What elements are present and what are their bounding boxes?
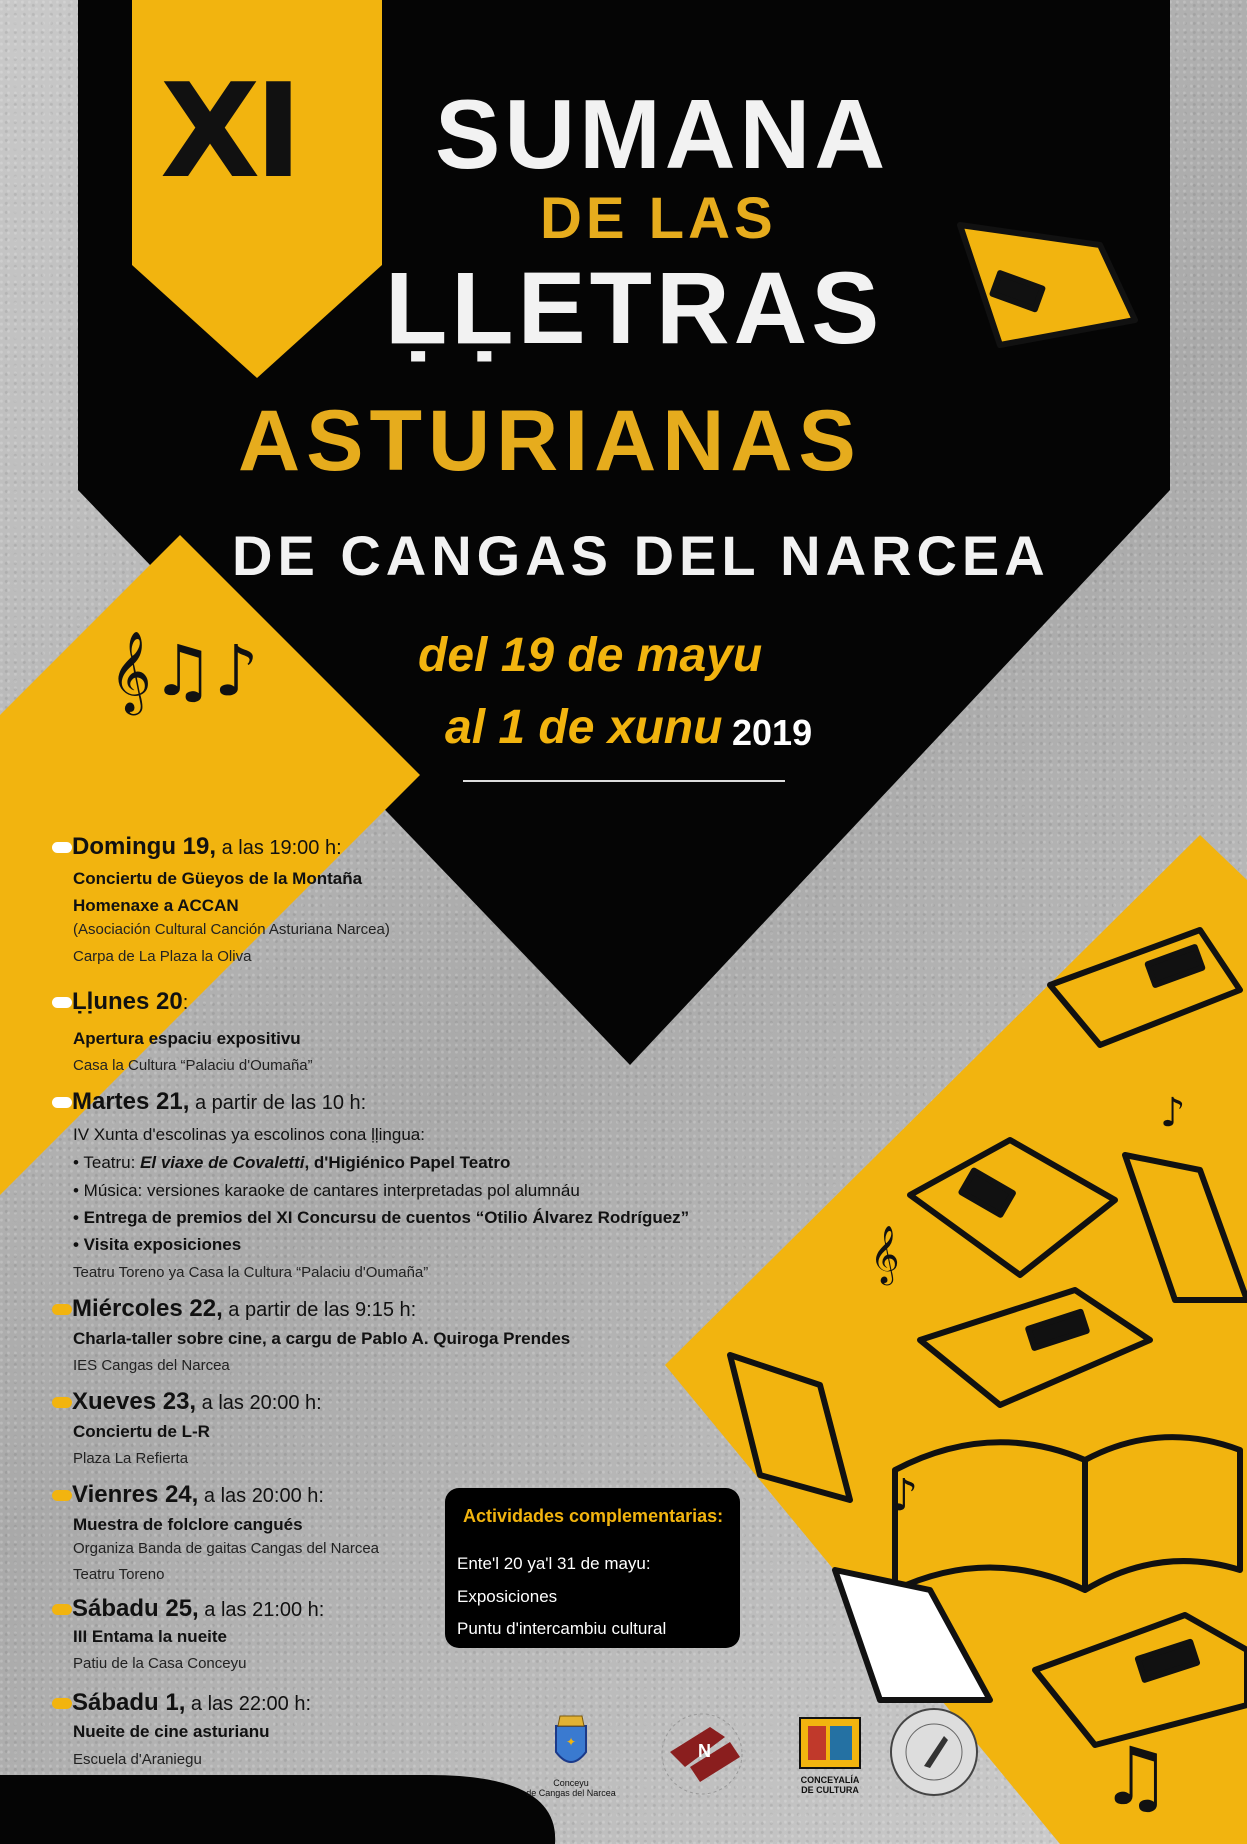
- event-line: III Entama la nueite: [73, 1627, 227, 1646]
- book-icon: [1125, 1155, 1247, 1300]
- title-de-las: DE LAS: [540, 186, 777, 251]
- book-icon: [960, 225, 1135, 345]
- event-time: a partir de las 10 h:: [189, 1092, 367, 1114]
- event-line: • Entrega de premios del XI Concursu de cuentos “Otilio Álvarez Rodríguez”: [73, 1208, 690, 1227]
- event-day-label: Miércoles 22,: [72, 1295, 223, 1322]
- normalizacion-logo: [655, 1712, 750, 1797]
- event-day-label: Vienres 24,: [72, 1481, 199, 1508]
- bullet-marker: [52, 997, 72, 1008]
- event-line: • Visita exposiciones: [73, 1235, 242, 1254]
- conceyu-crest-logo: [546, 1712, 596, 1776]
- event-place: Escuela d'Araniegu: [73, 1751, 202, 1768]
- title-asturianas: ASTURIANAS: [238, 393, 862, 489]
- complementary-title: Actividades complementarias:: [463, 1506, 724, 1526]
- book-icon: [920, 1290, 1150, 1405]
- event-time: a partir de las 9:15 h:: [222, 1299, 417, 1321]
- event-line: Charla-taller sobre cine, a cargu de Pablo A. Quiroga Prendes: [73, 1329, 571, 1348]
- event-place: Teatru Toreno: [73, 1566, 165, 1583]
- title-sumana: SUMANA: [435, 79, 890, 189]
- conceyu-caption: Conceyu de Cangas del Narcea: [526, 1778, 616, 1798]
- complementary-activities-box: [445, 1488, 740, 1648]
- event-day-label: Martes 21,: [72, 1088, 190, 1115]
- bullet-marker: [52, 1304, 72, 1315]
- book-icon: [730, 1355, 850, 1500]
- event-day-label: Domingu 19,: [72, 833, 217, 860]
- event-day-label: Xueves 23,: [72, 1388, 197, 1415]
- date-start: del 19 de mayu: [418, 629, 763, 682]
- open-book-icon: [895, 1437, 1240, 1590]
- event-line: IV Xunta d'escolinas ya escolinos cona ḷḷingua:: [73, 1125, 425, 1144]
- event-place: Carpa de La Plaza la Oliva: [73, 948, 252, 965]
- bullet-marker: [52, 1490, 72, 1501]
- event-time: a las 21:00 h:: [198, 1599, 325, 1621]
- book-icon: [835, 1570, 990, 1700]
- complementary-item: Exposiciones: [457, 1587, 558, 1606]
- event-day-label: Sábadu 1,: [72, 1689, 186, 1716]
- event-place: Casa la Cultura “Palaciu d'Oumaña”: [73, 1057, 313, 1074]
- bullet-marker: [52, 1397, 72, 1408]
- treble-clef-icon: 𝄞: [870, 1225, 900, 1283]
- music-note-icon: ♪: [890, 1470, 919, 1521]
- event-line: Nueite de cine asturianu: [73, 1722, 270, 1741]
- event-note: Organiza Banda de gaitas Cangas del Narcea: [73, 1540, 380, 1557]
- title-lletras: ḶḶETRAS: [385, 251, 884, 365]
- event-note: (Asociación Cultural Canción Asturiana Narcea): [73, 921, 390, 938]
- event-time: a las 20:00 h:: [196, 1392, 322, 1414]
- event-line: Homenaxe a ACCAN: [73, 896, 239, 915]
- complementary-item: Puntu d'intercambiu cultural: [457, 1619, 667, 1638]
- event-line: Conciertu de Güeyos de la Montaña: [73, 869, 363, 888]
- bullet-marker: [52, 1698, 72, 1709]
- edition-ordinal: XI: [160, 55, 297, 207]
- event-line: Conciertu de L-R: [73, 1422, 210, 1441]
- svg-text:✦: ✦: [565, 1735, 577, 1749]
- event-line: Apertura espaciu expositivu: [73, 1029, 301, 1048]
- title-cangas: DE CANGAS DEL NARCEA: [232, 524, 1050, 587]
- bullet-marker: [52, 1604, 72, 1615]
- date-divider: [463, 780, 785, 782]
- music-note-icon: ♫: [1100, 1730, 1172, 1823]
- event-time: a las 19:00 h:: [216, 837, 342, 859]
- bullet-marker: [52, 842, 72, 853]
- complementary-item: Ente'l 20 ya'l 31 de mayu:: [457, 1554, 651, 1573]
- event-place: IES Cangas del Narcea: [73, 1357, 230, 1374]
- event-place: Plaza La Refierta: [73, 1450, 189, 1467]
- event-time: a las 22:00 h:: [185, 1693, 312, 1715]
- event-line: • Teatru: El viaxe de Covaletti, d'Higiénico Papel Teatro: [73, 1153, 511, 1172]
- event-time: a las 20:00 h:: [198, 1485, 324, 1507]
- concejalia-cultura-logo: [790, 1712, 870, 1774]
- music-staff-icon: 𝄞♫♪: [110, 630, 259, 712]
- event-day-label: Ḷḷunes 20: [72, 988, 183, 1015]
- concejalia-caption: CONCEYALÍA DE CULTURA: [800, 1775, 860, 1795]
- event-line: • Música: versiones karaoke de cantares interpretadas pol alumnáu: [73, 1181, 580, 1200]
- banda-gaitas-logo: [888, 1706, 980, 1798]
- event-time: :: [182, 992, 189, 1014]
- book-icon: [1035, 1615, 1247, 1745]
- event-day-label: Sábadu 25,: [72, 1595, 199, 1622]
- date-year: 2019: [732, 712, 813, 753]
- svg-text:N: N: [698, 1741, 711, 1761]
- event-place: Patiu de la Casa Conceyu: [73, 1655, 247, 1672]
- book-icon: [1050, 930, 1240, 1045]
- event-place: Teatru Toreno ya Casa la Cultura “Palaciu d'Oumaña”: [73, 1264, 429, 1281]
- event-line: Muestra de folclore cangués: [73, 1515, 303, 1534]
- music-note-icon: ♪: [1160, 1090, 1186, 1136]
- book-icon: [910, 1140, 1115, 1275]
- date-end: al 1 de xunu: [445, 701, 723, 754]
- bullet-marker: [52, 1097, 72, 1108]
